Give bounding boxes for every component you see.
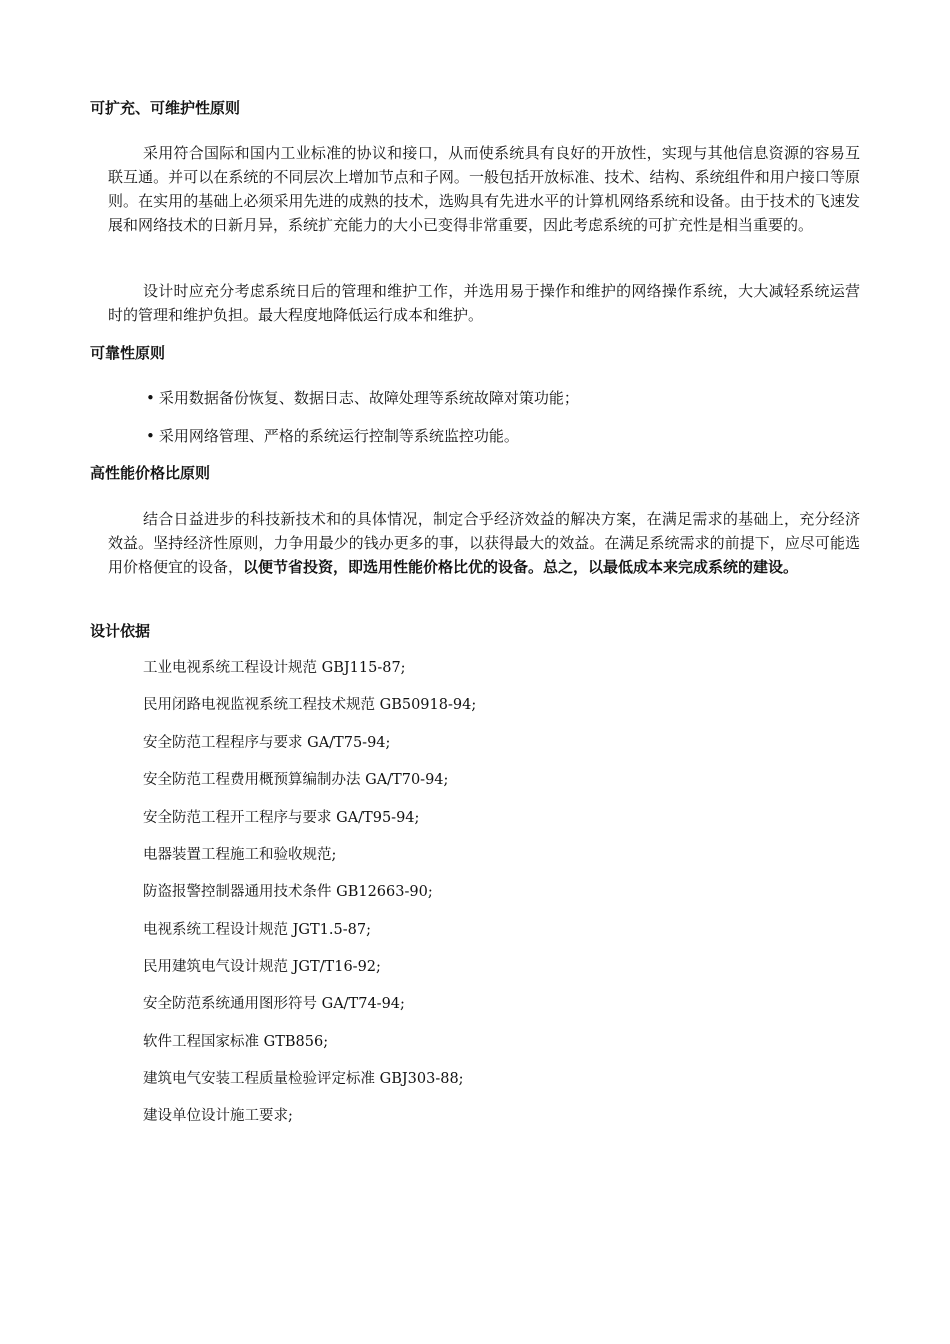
design-basis-item: 建筑电气安装工程质量检验评定标准 GBJ303-88; [143, 1071, 464, 1087]
design-basis-item: 民用闭路电视监视系统工程技术规范 GB50918-94; [143, 697, 477, 713]
cost-paragraph-plain: 结合日益进步的科技新技术和的具体情况，制定合乎经济效益的解决方案，在满足需求的基础上，充分经济效益。坚持经济性原则，力争用最少的钱办更多的事，以获得最大的效益。在满足系统需求的前提下，应尽可能选用价格便宜的设备， [108, 510, 860, 576]
scalability-paragraph-1: 采用符合国际和国内工业标准的协议和接口，从而使系统具有良好的开放性，实现与其他信息资源的容易互联互通。并可以在系统的不同层次上增加节点和子网。一般包括开放标准、技术、结构、系统组件和用户接口等原则。在实用的基础上必须采用先进的成熟的技术，选购具有先进水平的计算机网络系统和设备。由于技术的飞速发展和网络技术的日新月异，系统扩充能力的大小已变得非常重要，因此考虑系统的可扩充性是相当重要的。 [108, 144, 860, 234]
bullet-text: 采用网络管理、严格的系统运行控制等系统监控功能。 [158, 427, 519, 445]
reliability-bullet-1 [146, 388, 579, 408]
design-basis-item: 安全防范工程开工程序与要求 GA/T95-94; [143, 810, 420, 826]
reliability-bullet-2 [146, 426, 519, 446]
design-basis-item: 民用建筑电气设计规范 JGT/T16-92; [143, 959, 381, 975]
design-basis-item: 建设单位设计施工要求; [143, 1108, 293, 1124]
design-basis-item: 软件工程国家标准 GTB856; [143, 1034, 329, 1050]
section-heading-design-basis: 设计依据 [90, 622, 151, 640]
design-basis-item: 电器装置工程施工和验收规范; [143, 847, 337, 863]
cost-performance-paragraph [108, 507, 860, 579]
section-heading-cost-performance: 高性能价格比原则 [90, 464, 211, 482]
design-basis-item: 防盗报警控制器通用技术条件 GB12663-90; [143, 884, 433, 900]
cost-paragraph-bold: 以便节省投资，即选用性能价格比优的设备。总之，以最低成本来完成系统的建设。 [243, 558, 799, 576]
design-basis-item: 工业电视系统工程设计规范 GBJ115-87; [143, 660, 406, 676]
bullet-dot-icon: • [146, 427, 155, 445]
bullet-dot-icon: • [146, 389, 155, 407]
design-basis-item: 电视系统工程设计规范 JGT1.5-87; [143, 922, 371, 938]
section-heading-scalability: 可扩充、可维护性原则 [90, 99, 241, 117]
design-basis-item: 安全防范工程程序与要求 GA/T75-94; [143, 735, 391, 751]
section-heading-reliability: 可靠性原则 [90, 344, 166, 362]
bullet-text: 采用数据备份恢复、数据日志、故障处理等系统故障对策功能； [158, 389, 579, 407]
design-basis-item: 安全防范工程费用概预算编制办法 GA/T70-94; [143, 772, 449, 788]
scalability-paragraph-2: 设计时应充分考虑系统日后的管理和维护工作，并选用易于操作和维护的网络操作系统，大大减轻系统运营时的管理和维护负担。最大程度地降低运行成本和维护。 [108, 282, 860, 324]
design-basis-item: 安全防范系统通用图形符号 GA/T74-94; [143, 996, 405, 1012]
